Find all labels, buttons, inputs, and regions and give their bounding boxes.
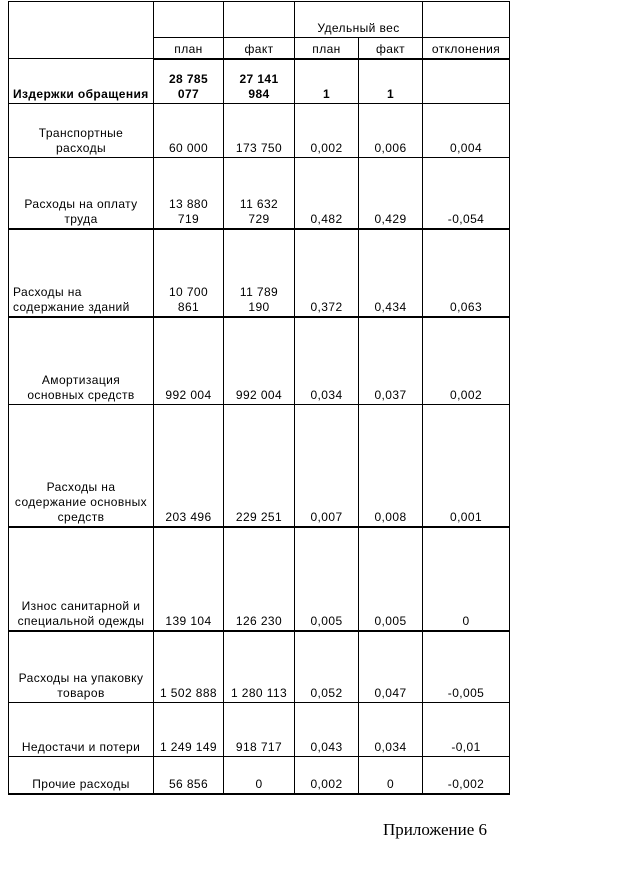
cell-share-plan: 1 xyxy=(295,59,359,104)
col-header-share-plan: план xyxy=(295,38,359,59)
row-name: Издержки обращения xyxy=(9,59,154,104)
table-row xyxy=(9,158,510,229)
cell-share-plan: 0,052 xyxy=(295,631,359,703)
row-name: Амортизация основных средств xyxy=(9,317,154,405)
cell-plan: 203 496 xyxy=(154,405,224,527)
header-row-group xyxy=(9,2,510,38)
cell-share-plan: 0,043 xyxy=(295,703,359,757)
cell-share-fact: 0,434 xyxy=(359,229,423,317)
cell-fact: 992 004 xyxy=(224,317,295,405)
table-row xyxy=(9,317,510,405)
header-share-group: Удельный вес xyxy=(295,2,423,38)
cell-deviation: -0,054 xyxy=(423,158,510,229)
cell-plan: 992 004 xyxy=(154,317,224,405)
row-name: Недостачи и потери xyxy=(9,703,154,757)
cell-share-fact: 0,037 xyxy=(359,317,423,405)
header-empty-cell xyxy=(154,2,224,38)
table-row xyxy=(9,59,510,104)
cost-table xyxy=(8,1,510,795)
header-corner-cell xyxy=(9,2,154,59)
appendix-caption: Приложение 6 xyxy=(383,820,487,839)
cell-share-plan: 0,002 xyxy=(295,757,359,794)
cell-plan: 13 880 719 xyxy=(154,158,224,229)
cell-share-fact: 0 xyxy=(359,757,423,794)
cell-plan: 139 104 xyxy=(154,527,224,631)
cell-share-fact: 0,429 xyxy=(359,158,423,229)
cell-share-plan: 0,482 xyxy=(295,158,359,229)
cell-share-fact: 0,005 xyxy=(359,527,423,631)
cell-fact: 0 xyxy=(224,757,295,794)
cell-share-fact: 1 xyxy=(359,59,423,104)
cell-share-fact: 0,006 xyxy=(359,104,423,158)
cell-deviation: 0 xyxy=(423,527,510,631)
col-header-fact: факт xyxy=(224,38,295,59)
cell-plan: 60 000 xyxy=(154,104,224,158)
table-row xyxy=(9,229,510,317)
table-row xyxy=(9,527,510,631)
cell-share-plan: 0,005 xyxy=(295,527,359,631)
cell-fact: 229 251 xyxy=(224,405,295,527)
header-empty-cell xyxy=(423,2,510,38)
cell-fact: 11 632 729 xyxy=(224,158,295,229)
cell-plan: 1 502 888 xyxy=(154,631,224,703)
cell-plan: 56 856 xyxy=(154,757,224,794)
cell-deviation: 0,063 xyxy=(423,229,510,317)
cell-fact: 173 750 xyxy=(224,104,295,158)
row-name: Расходы на содержание основных средств xyxy=(9,405,154,527)
row-name: Расходы на упаковку товаров xyxy=(9,631,154,703)
header-empty-cell xyxy=(224,2,295,38)
cell-share-fact: 0,034 xyxy=(359,703,423,757)
cell-fact: 11 789 190 xyxy=(224,229,295,317)
cell-share-plan: 0,007 xyxy=(295,405,359,527)
row-name: Расходы на содержание зданий xyxy=(9,229,154,317)
cell-share-plan: 0,002 xyxy=(295,104,359,158)
cell-share-fact: 0,008 xyxy=(359,405,423,527)
cell-plan: 28 785 077 xyxy=(154,59,224,104)
row-name: Транспортные расходы xyxy=(9,104,154,158)
cell-share-fact: 0,047 xyxy=(359,631,423,703)
row-name: Износ санитарной и специальной одежды xyxy=(9,527,154,631)
cell-fact: 27 141 984 xyxy=(224,59,295,104)
cell-fact: 1 280 113 xyxy=(224,631,295,703)
row-name: Прочие расходы xyxy=(9,757,154,794)
cell-plan: 10 700 861 xyxy=(154,229,224,317)
cell-deviation: -0,01 xyxy=(423,703,510,757)
table-row xyxy=(9,405,510,527)
cell-share-plan: 0,372 xyxy=(295,229,359,317)
row-name: Расходы на оплату труда xyxy=(9,158,154,229)
cell-plan: 1 249 149 xyxy=(154,703,224,757)
cell-deviation: 0,002 xyxy=(423,317,510,405)
cell-fact: 918 717 xyxy=(224,703,295,757)
cell-deviation: 0,004 xyxy=(423,104,510,158)
table-row xyxy=(9,631,510,703)
cell-deviation: -0,002 xyxy=(423,757,510,794)
cell-fact: 126 230 xyxy=(224,527,295,631)
cell-deviation: -0,005 xyxy=(423,631,510,703)
cell-share-plan: 0,034 xyxy=(295,317,359,405)
table-row xyxy=(9,757,510,794)
table-row xyxy=(9,104,510,158)
cell-deviation: 0,001 xyxy=(423,405,510,527)
table-row xyxy=(9,703,510,757)
cell-deviation xyxy=(423,59,510,104)
col-header-plan: план xyxy=(154,38,224,59)
col-header-deviation: отклонения xyxy=(423,38,510,59)
col-header-share-fact: факт xyxy=(359,38,423,59)
